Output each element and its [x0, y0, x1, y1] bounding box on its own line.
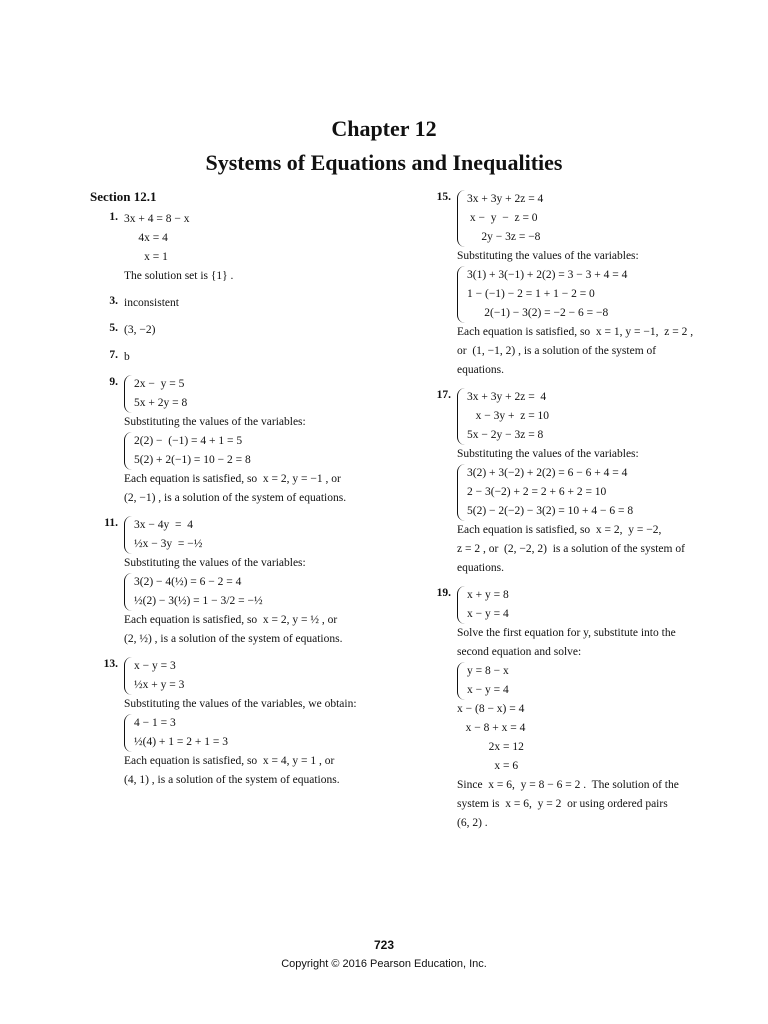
- solution-line: (3, −2): [124, 324, 156, 336]
- substitution-system: [124, 714, 410, 752]
- equation-line: 2x − y = 5: [134, 378, 185, 390]
- right-problems: [423, 190, 723, 833]
- equation-line: 3x + 3y + 2z = 4: [467, 193, 544, 205]
- equation-line: 3x + 3y + 2z = 4: [467, 391, 547, 403]
- problem: [90, 321, 410, 340]
- solution-line: equations.: [457, 562, 504, 574]
- problem-body: [124, 375, 410, 508]
- solution-line: z = 2 , or (2, −2, 2) is a solution of the system of: [457, 543, 685, 555]
- equation-line: 5x − 2y − 3z = 8: [467, 429, 544, 441]
- solution-line: x − (8 − x) = 4: [457, 703, 525, 715]
- system-brace: [457, 464, 465, 521]
- system-brace: [457, 388, 465, 445]
- solution-line: b: [124, 351, 130, 363]
- left-column: [90, 190, 410, 798]
- solution-line: Each equation is satisfied, so x = 2, y = −2,: [457, 524, 662, 536]
- system-brace: [124, 432, 132, 470]
- solution-line: inconsistent: [124, 297, 179, 309]
- solution-line: (2, ½) , is a solution of the system of equations.: [124, 633, 343, 645]
- problem: [423, 190, 723, 380]
- problem: [423, 586, 723, 833]
- solution-line: or (1, −1, 2) , is a solution of the system of: [457, 345, 657, 357]
- problem-number: 1.: [109, 211, 118, 223]
- solution-line: Each equation is satisfied, so x = 1, y = −1, z = 2 ,: [457, 326, 694, 338]
- equation-line: 3(2) + 3(−2) + 2(2) = 6 − 6 + 4 = 4: [467, 467, 628, 479]
- page-number: 723: [373, 938, 395, 952]
- solution-line: The solution set is {1} .: [124, 270, 234, 282]
- solution-line: Substituting the values of the variables:: [124, 557, 306, 569]
- system-brace: [457, 586, 465, 624]
- equation-line: 5(2) − 2(−2) − 3(2) = 10 + 4 − 6 = 8: [467, 505, 634, 517]
- equation-system: [457, 388, 723, 445]
- problem: [423, 388, 723, 578]
- equation-line: 5x + 2y = 8: [134, 397, 188, 409]
- equation-system: [457, 586, 723, 624]
- equation-line: x − y = 3: [134, 660, 176, 672]
- equation-line: 2 − 3(−2) + 2 = 2 + 6 + 2 = 10: [467, 486, 607, 498]
- substitution-system: [124, 573, 410, 611]
- equation-line: x − y = 4: [467, 608, 509, 620]
- solution-line: Each equation is satisfied, so x = 4, y = 1 , or: [124, 755, 335, 767]
- problem: [90, 210, 410, 286]
- equation-line: 2y − 3z = −8: [467, 231, 541, 243]
- solution-line: Each equation is satisfied, so x = 2, y = −1 , or: [124, 473, 341, 485]
- equation-line: ½(4) + 1 = 2 + 1 = 3: [134, 736, 228, 748]
- solution-line: Substituting the values of the variables, we obtain:: [124, 698, 357, 710]
- solution-line: 4x = 4: [124, 232, 168, 244]
- solution-line: (4, 1) , is a solution of the system of equations.: [124, 774, 340, 786]
- equation-line: ½(2) − 3(½) = 1 − 3/2 = −½: [134, 595, 263, 607]
- solution-line: Substituting the values of the variables:: [124, 416, 306, 428]
- system-brace: [124, 375, 132, 413]
- system-brace: [457, 190, 465, 247]
- problem-number: 7.: [109, 349, 118, 361]
- substitution-system: [457, 266, 723, 323]
- chapter-title: Chapter 12: [331, 116, 437, 141]
- problem-body: [124, 294, 410, 313]
- solution-line: x = 1: [124, 251, 168, 263]
- chapter-subtitle: Systems of Equations and Inequalities: [205, 150, 563, 175]
- problem-number: 15.: [436, 191, 451, 203]
- equation-line: ½x + y = 3: [134, 679, 185, 691]
- problem: [90, 348, 410, 367]
- solution-line: Each equation is satisfied, so x = 2, y = ½ , or: [124, 614, 338, 626]
- problem-body: [124, 348, 410, 367]
- problem-body: [457, 586, 723, 833]
- problem-body: [457, 190, 723, 380]
- substitution-system: [124, 432, 410, 470]
- equation-line: 3x − 4y = 4: [134, 519, 193, 531]
- equation-line: 3(2) − 4(½) = 6 − 2 = 4: [134, 576, 242, 588]
- copyright: Copyright © 2016 Pearson Education, Inc.: [281, 958, 487, 970]
- problem-body: [124, 321, 410, 340]
- left-problems: [90, 210, 410, 790]
- system-brace: [124, 714, 132, 752]
- equation-system: [124, 657, 410, 695]
- solution-line: Substituting the values of the variables:: [457, 250, 639, 262]
- solution-line: system is x = 6, y = 2 or using ordered pairs: [457, 798, 668, 810]
- solution-line: x = 6: [457, 760, 519, 772]
- equation-line: 4 − 1 = 3: [134, 717, 176, 729]
- section-heading: Section 12.1: [90, 189, 157, 204]
- system-brace: [457, 662, 465, 700]
- equation-line: ½x − 3y = −½: [134, 538, 203, 550]
- right-column: [423, 190, 723, 841]
- system-brace: [457, 266, 465, 323]
- equation-system: [124, 516, 410, 554]
- problem-number: 9.: [109, 376, 118, 388]
- solution-line: second equation and solve:: [457, 646, 582, 658]
- substitution-system: [457, 662, 723, 700]
- equation-line: x − y − z = 0: [467, 212, 538, 224]
- solution-line: (2, −1) , is a solution of the system of equations.: [124, 492, 347, 504]
- system-brace: [124, 573, 132, 611]
- problem-body: [124, 210, 410, 286]
- solution-line: x − 8 + x = 4: [457, 722, 526, 734]
- equation-line: y = 8 − x: [467, 665, 509, 677]
- solution-line: Since x = 6, y = 8 − 6 = 2 . The solution of the: [457, 779, 679, 791]
- equation-line: 3(1) + 3(−1) + 2(2) = 3 − 3 + 4 = 4: [467, 269, 628, 281]
- problem: [90, 516, 410, 649]
- problem-body: [457, 388, 723, 578]
- problem-number: 19.: [436, 587, 451, 599]
- substitution-system: [457, 464, 723, 521]
- equation-system: [457, 190, 723, 247]
- equation-line: 2(2) − (−1) = 4 + 1 = 5: [134, 435, 243, 447]
- solution-line: Substituting the values of the variables:: [457, 448, 639, 460]
- solution-line: Solve the first equation for y, substitute into the: [457, 627, 676, 639]
- problem-number: 3.: [109, 295, 118, 307]
- problem: [90, 657, 410, 790]
- problem: [90, 375, 410, 508]
- problem: [90, 294, 410, 313]
- problem-number: 11.: [104, 517, 118, 529]
- solution-line: equations.: [457, 364, 504, 376]
- system-brace: [124, 657, 132, 695]
- equation-line: 1 − (−1) − 2 = 1 + 1 − 2 = 0: [467, 288, 595, 300]
- problem-number: 5.: [109, 322, 118, 334]
- problem-number: 13.: [103, 658, 118, 670]
- equation-line: 5(2) + 2(−1) = 10 − 2 = 8: [134, 454, 251, 466]
- equation-line: 2(−1) − 3(2) = −2 − 6 = −8: [467, 307, 609, 319]
- solution-line: 3x + 4 = 8 − x: [124, 213, 190, 225]
- equation-system: [124, 375, 410, 413]
- problem-number: 17.: [436, 389, 451, 401]
- equation-line: x − y = 4: [467, 684, 509, 696]
- solution-line: (6, 2) .: [457, 817, 488, 829]
- solution-line: 2x = 12: [457, 741, 524, 753]
- problem-body: [124, 657, 410, 790]
- equation-line: x − 3y + z = 10: [467, 410, 550, 422]
- system-brace: [124, 516, 132, 554]
- equation-line: x + y = 8: [467, 589, 509, 601]
- problem-body: [124, 516, 410, 649]
